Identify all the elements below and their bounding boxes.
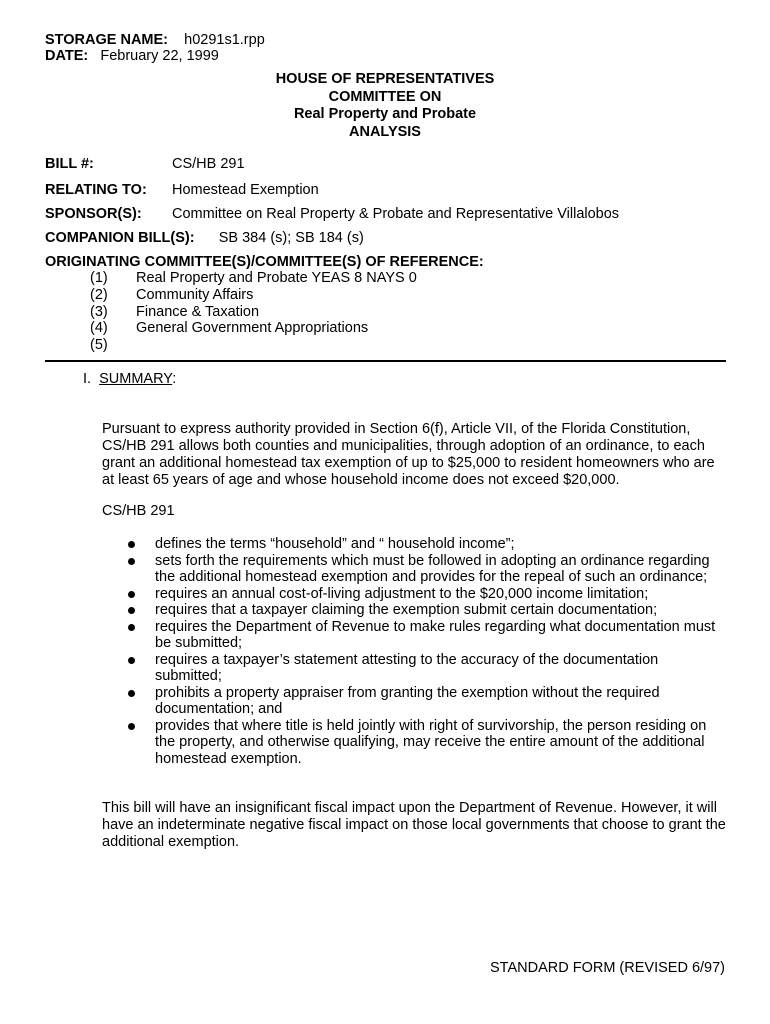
bullet-icon	[128, 541, 135, 548]
bullet-icon	[128, 558, 135, 565]
companion-label: COMPANION BILL(S)	[45, 230, 190, 246]
summary-paragraph-1: Pursuant to express authority provided in Section 6(f), Article VII, of the Florida Constitution, CS/HB 291 allows both counties and municipalities, through adoption of an ordinance, to each grant an additional homestead tax exemption of up to $25,000 to resident homeowners who are at least 65 years of age and whose household income does not exceed $20,000.	[102, 421, 715, 488]
sponsor-label-line: SPONSOR(S):	[45, 206, 142, 222]
bill-value: CS/HB 291	[172, 156, 245, 172]
bill-label: BILL #	[45, 156, 90, 172]
header-line-4: ANALYSIS	[349, 123, 421, 140]
bill-label-line: BILL #:	[45, 156, 94, 172]
list-item	[102, 586, 727, 603]
committees-label: ORIGINATING COMMITTEE(S)/COMMITTEE(S) OF REFERENCE	[45, 254, 479, 270]
bullet-icon	[128, 723, 135, 730]
committee-num: (4)	[90, 320, 108, 336]
summary-heading: I. SUMMARY:	[83, 371, 177, 387]
header-line-3: Real Property and Probate	[293, 106, 477, 122]
committee-name: Finance & Taxation	[136, 304, 260, 320]
list-item-text: prohibits a property appraiser from granting the exemption without the required documentation; and	[155, 684, 660, 717]
header-line-2: COMMITTEE ON	[328, 88, 442, 105]
list-item	[102, 652, 727, 685]
committee-name: Community Affairs	[136, 287, 254, 303]
committees-heading: ORIGINATING COMMITTEE(S)/COMMITTEE(S) OF REFERENCE:	[45, 254, 484, 270]
summary-paragraph-2: This bill will have an insignificant fiscal impact upon the Department of Revenue. However, it will have an indeterminate negative fiscal impact on those local governments that choose to grant the additional exemption.	[102, 800, 726, 850]
header-line-1: HOUSE OF REPRESENTATIVES	[275, 71, 495, 87]
date-label: DATE	[45, 48, 84, 64]
relating-label-line: RELATING TO:	[45, 182, 147, 198]
committee-num: (2)	[90, 287, 108, 303]
list-item-text: requires a taxpayer’s statement attesting to the accuracy of the documentation submitted;	[155, 651, 659, 684]
sponsor-label: SPONSOR(S)	[45, 206, 137, 222]
storage-name-label: STORAGE NAME	[45, 32, 164, 48]
list-item	[102, 718, 727, 768]
list-item-text: requires the Department of Revenue to make rules regarding what documentation must be submitted;	[155, 618, 716, 651]
summary-title: SUMMARY	[99, 371, 173, 387]
bullet-icon	[128, 657, 135, 664]
committee-num: (3)	[90, 304, 108, 320]
list-item	[102, 685, 727, 718]
committee-name: Real Property and Probate YEAS 8 NAYS 0	[136, 270, 417, 286]
relating-label: RELATING TO	[45, 182, 142, 198]
date-line: DATE: February 22, 1999	[45, 48, 219, 64]
bullet-icon	[128, 591, 135, 598]
companion-value: SB 384 (s); SB 184 (s)	[218, 230, 364, 246]
bullet-icon	[128, 690, 135, 697]
committee-num: (5)	[90, 337, 108, 353]
list-item	[102, 602, 727, 619]
list-item	[102, 619, 727, 652]
form-footer: STANDARD FORM (REVISED 6/97)	[490, 960, 725, 976]
section-numeral: I.	[83, 371, 92, 387]
storage-name-value: h0291s1.rpp	[184, 32, 265, 48]
list-item-text: defines the terms “household” and “ household income”;	[155, 536, 515, 552]
bullet-icon	[128, 624, 135, 631]
list-item	[102, 553, 727, 586]
date-value: February 22, 1999	[100, 48, 219, 64]
list-item-text: provides that where title is held jointly with right of survivorship, the person residing on the property, and otherwise qualifying, may receive the entire amount of the additional homestead exemption.	[155, 717, 707, 767]
horizontal-divider	[45, 360, 726, 362]
committee-name: General Government Appropriations	[136, 320, 369, 336]
sponsor-value: Committee on Real Property & Probate and Representative Villalobos	[172, 206, 620, 222]
companion-line: COMPANION BILL(S): SB 384 (s); SB 184 (s)	[45, 230, 364, 246]
provisions-list	[102, 536, 727, 767]
list-item	[102, 536, 727, 553]
list-item-text: requires an annual cost-of-living adjustment to the $20,000 income limitation;	[155, 585, 649, 602]
list-item-text: sets forth the requirements which must be followed in adopting an ordinance regarding the additional homestead exemption and provides for the repeal of such an ordinance;	[155, 552, 710, 585]
bullet-icon	[128, 607, 135, 614]
document-header	[0, 71, 770, 141]
storage-name-line: STORAGE NAME: h0291s1.rpp	[45, 32, 265, 48]
relating-value: Homestead Exemption	[172, 182, 319, 198]
list-item-text: requires that a taxpayer claiming the exemption submit certain documentation;	[155, 602, 658, 618]
summary-lead: CS/HB 291	[102, 503, 175, 519]
committee-num: (1)	[90, 270, 108, 286]
